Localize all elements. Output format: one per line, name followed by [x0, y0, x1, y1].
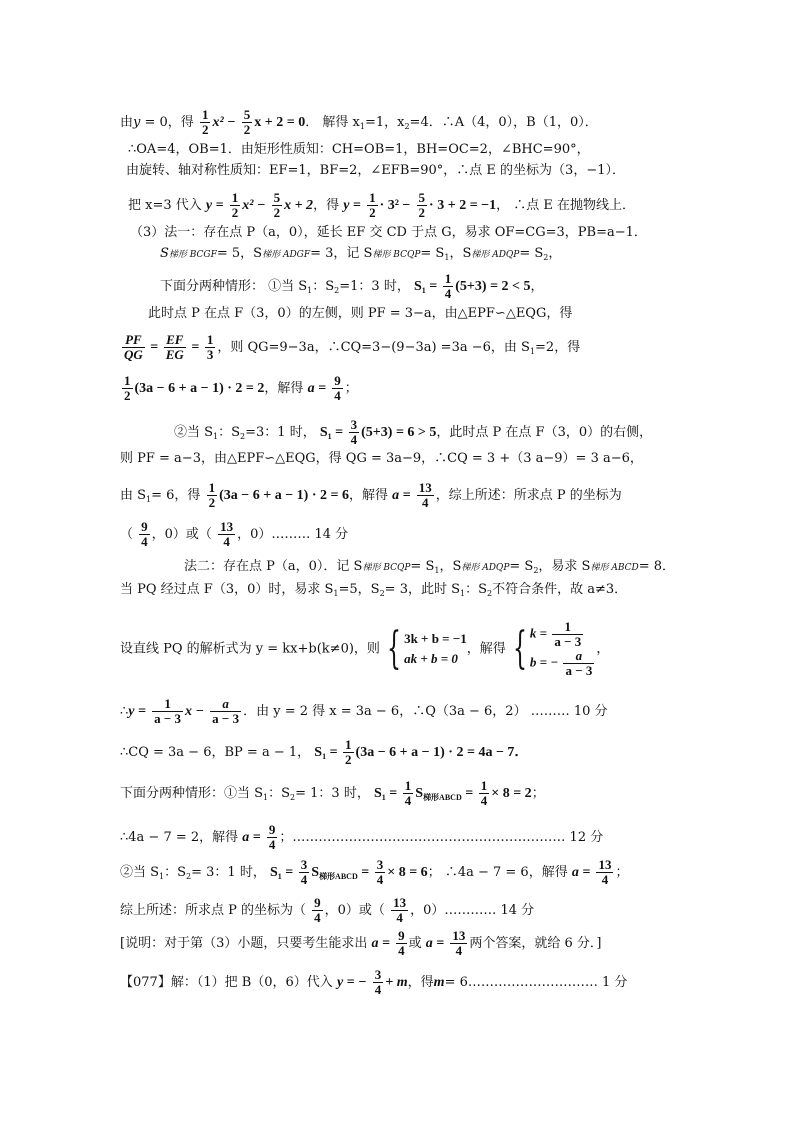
line-15: 法二：存在点 P（a，0）．记 S梯形 BCQP= $S_1$，S梯形 ADQP= $S_2$，易求 S梯形 ABCD= 8．: [184, 559, 675, 575]
fraction: $\frac{1}{2}$: [201, 107, 209, 137]
math: x + 2: [284, 198, 314, 213]
line-21: ∴4a − 7 = 2，解得 a = $\frac{9}{4}$ ；……………………………………………………… 12 分: [120, 822, 604, 852]
fraction: $\frac{5}{2}$: [243, 107, 251, 137]
fraction: $\frac{3}{4}$: [376, 857, 384, 887]
fraction: $\frac{9}{4}$: [141, 519, 148, 549]
line-4: [128, 191, 635, 220]
fraction: $\frac{1}{2}$: [345, 737, 352, 767]
text: ． 解得 x: [305, 115, 360, 130]
fraction: $\frac{13}{4}$: [393, 895, 407, 925]
fraction: $\frac{9}{4}$: [398, 928, 405, 958]
math: · 3² −: [379, 198, 411, 213]
math: x² −: [242, 198, 266, 213]
line-20: 下面分两种情形：①当 $S_1$：$S_2= 1$：3 时， $S_1$ = $\frac{1}{4}$ $S_{梯形ABCD}$ = $\frac{1}{4}$ × 8 = 2；: [120, 778, 545, 808]
fraction: $\frac{1}{4}$: [444, 271, 452, 301]
line-22: ②当 $S_1$：$S_2= 3$：1 时， $S_1$ = $\frac{3}{4}$ $S_{梯形ABCD}$ = $\frac{3}{4}$ × 8 = 6； ∴4a − 7 = 6，解得 a = $\frac{13}{4}$ ；: [120, 857, 629, 887]
fraction: $\frac{9}{4}$: [314, 895, 321, 925]
math: x + 2 = 0: [254, 115, 306, 130]
text: 由旋转、轴对称性质知：EF=1，BF=2，∠EFB=90°，∴点 E 的坐标为（3，−1）．: [126, 163, 625, 178]
text: 由: [120, 115, 134, 130]
fraction: $\frac{3}{4}$: [300, 857, 308, 887]
fraction: $\frac{1}{4}$: [404, 778, 412, 808]
solution-system: k = $\frac{1}{a - 3}$ b = − $\frac{a}{a - 3}$: [529, 619, 593, 678]
math: y =: [343, 198, 361, 213]
fraction: $\frac{9}{4}$: [334, 373, 341, 403]
fraction: $\frac{5}{2}$: [273, 190, 281, 220]
fraction: $\frac{1}{4}$: [480, 778, 488, 808]
text: （3）法一：存在点 P（a，0），延长 EF 交 CD 于点 G，易求 OF=CG=3，PB=a−1．: [130, 225, 647, 240]
fraction: $\frac{13}{4}$: [220, 519, 234, 549]
math: x² −: [212, 115, 236, 130]
line-25: 【077】解：（1）把 B（0，6）代入 y = − $\frac{3}{4}$ + m，得m= 6………………………… 1 分: [120, 967, 628, 997]
fraction: $\frac{1}{3}$: [206, 332, 214, 362]
fraction: $\frac{5}{2}$: [418, 190, 426, 220]
line-18: ∴y = $\frac{1}{a - 3}$ x − $\frac{a}{a - 3}$ ．由 y = 2 得 x = 3a − 6，∴Q（3a − 6，2） ……… 10 分: [120, 696, 608, 726]
line-10: $\frac{1}{2}$ (3a − 6 + a − 1) · 2 = 2，解得 a = $\frac{9}{4}$ ；: [124, 373, 358, 403]
line-7: 下面分两种情形： ①当 $S_1$：$S_2=1$：3 时， $S_1$ = $\frac{1}{4}$ (5+3) = 2 < 5，: [160, 271, 544, 301]
fraction: $\frac{a}{a - 3}$: [212, 696, 240, 726]
line-1: 由y = 0，得 $\frac{1}{2}$ x² − $\frac{5}{2}$ x + 2 = 0． 解得 $x_1=1$，$x_2=4$．∴A（4，0），B（1，0）．: [120, 107, 598, 137]
line-5: [130, 224, 647, 242]
fraction: $\frac{3}{4}$: [374, 967, 382, 997]
fraction: $\frac{EF}{EG}$: [165, 332, 184, 362]
fraction: $\frac{13}{4}$: [452, 928, 466, 958]
math: · 3 + 2 = −1: [429, 198, 497, 213]
line-9: $\frac{PF}{QG}$ = $\frac{EF}{EG}$ = $\frac{1}{3}$ ，则 QG=9−3a，∴CQ=3−(9−3a) =3a −6，由 $S_1=2$，得: [124, 332, 581, 362]
line-17: 设直线 PQ 的解析式为 y = kx+b(k≠0)，则 { 3k + b = −1 ak + b = 0 ，解得 { k = $\frac{1}{a - 3}$ b = − $\frac{a}{a - 3}$ ，: [120, 619, 610, 678]
text: =1，x: [364, 115, 405, 130]
line-2: [128, 141, 590, 159]
fraction: $\frac{1}{a - 3}$: [154, 696, 182, 726]
line-16: 当 PQ 经过点 F（3，0）时，易求 $S_1=5$，$S_2= 3$，此时 $S_1$：$S_2$不符合条件，故 a≠3．: [120, 582, 628, 598]
fraction: $\frac{1}{2}$: [208, 480, 216, 510]
line-11: ②当 $S_1$：$S_2=3$：1 时， $S_1$ = $\frac{3}{4}$ (5+3) = 6 > 5，此时点 P 在点 F（3，0）的右侧，: [174, 417, 653, 447]
math: y =: [205, 198, 224, 213]
equation-system: 3k + b = −1 ak + b = 0: [404, 631, 467, 666]
fraction: $\frac{1}{2}$: [124, 373, 131, 403]
line-6: S梯形 BCGF= 5，S梯形 ADGF= 3，记 S梯形 BCQP= $S_1$，S梯形 ADQP= $S_2$，: [160, 246, 562, 262]
text: ， ∴点 E 在抛物线上．: [496, 198, 636, 213]
fraction: $\frac{1}{2}$: [231, 190, 239, 220]
line-24: [说明：对于第（3）小题，只要考生能求出 a = $\frac{9}{4}$ 或 a = $\frac{13}{4}$ 两个答案，就给 6 分．]: [120, 928, 602, 958]
text: 此时点 P 在点 F（3，0）的左侧，则 PF = 3−a，由△EPF∽△EQG，得: [148, 306, 573, 321]
text: ，得: [313, 198, 340, 213]
text: 把 x=3 代入: [128, 198, 202, 213]
line-8: [148, 305, 572, 323]
line-12: [120, 450, 643, 468]
fraction: $\frac{13}{4}$: [418, 480, 432, 510]
line-3: [126, 162, 625, 180]
fraction: $\frac{9}{4}$: [268, 822, 276, 852]
fraction: $\frac{1}{2}$: [369, 190, 376, 220]
fraction: $\frac{3}{4}$: [350, 417, 358, 447]
text: y: [133, 115, 141, 130]
text: =4．∴A（4，0），B（1，0）．: [409, 115, 598, 130]
line-19: ∴CQ = 3a − 6，BP = a − 1， $S_1$ = $\frac{1}{2}$ (3a − 6 + a − 1) · 2 = 4a − 7．: [120, 737, 529, 767]
text: ∴OA=4，OB=1．由矩形性质知：CH=OB=1，BH=OC=2，∠BHC=90°，: [128, 142, 590, 157]
line-13: 由 $S_1= 6$，得 $\frac{1}{2}$ (3a − 6 + a − 1) · 2 = 6，解得 a = $\frac{13}{4}$ ，综上所述：所求点 P 的坐标为: [120, 480, 622, 510]
line-14: （ $\frac{9}{4}$ ，0）或（ $\frac{13}{4}$ ，0）……… 14 分: [120, 519, 349, 549]
line-23: 综上所述：所求点 P 的坐标为（ $\frac{9}{4}$ ，0）或（ $\frac{13}{4}$ ，0）………… 14 分: [120, 895, 535, 925]
text: 则 PF = a−3，由△EPF∽△EQG，得 QG = 3a−9，∴CQ = 3 +（3 a−9）= 3 a−6，: [120, 451, 643, 466]
fraction: $\frac{PF}{QG}$: [124, 332, 143, 362]
fraction: $\frac{13}{4}$: [598, 857, 612, 887]
text: = 0，得: [140, 115, 194, 130]
